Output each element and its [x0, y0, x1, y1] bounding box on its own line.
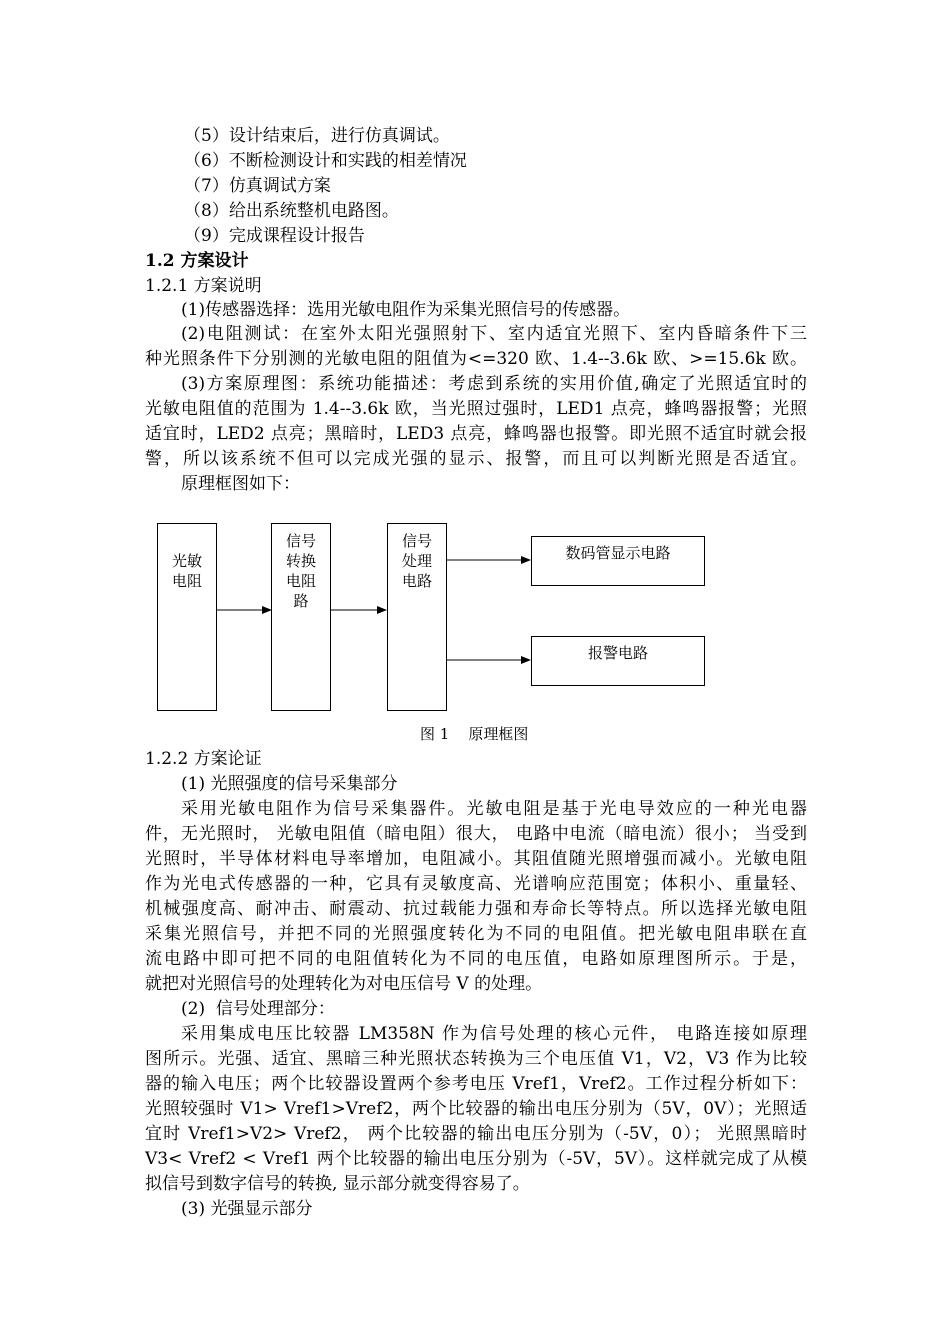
block-photoresistor-label	[157, 551, 217, 591]
step-9: （9）完成课程设计报告	[184, 226, 365, 246]
section-heading-1-2: 1.2 方案设计	[145, 251, 249, 271]
s1-line8: 就把对光照信号的处理转化为对电压信号 V 的处理。	[145, 974, 543, 994]
block2-line3: 电阻	[285, 572, 316, 590]
subsection-3-title: (3) 光强显示部分	[181, 1199, 313, 1219]
block1-line2: 电阻	[171, 572, 202, 590]
block3-line1: 信号	[401, 532, 432, 550]
block-display-circuit-label: 数码管显示电路	[565, 544, 671, 562]
step-7: （7）仿真调试方案	[184, 176, 331, 196]
s1-line1: 采用光敏电阻作为信号采集器件。光敏电阻是基于光电导效应的一种光电器	[181, 799, 807, 819]
s1-line6: 采集光照信号，并把不同的光照强度转化为不同的电阻值。把光敏电阻串联在直	[145, 924, 807, 944]
block2-line4: 路	[293, 592, 309, 610]
para-resistance-l1: (2)电阻测试：在室外太阳光强照射下、室内适宜光照下、室内昏暗条件下三	[181, 324, 807, 344]
s1-line3: 光照时，半导体材料电导率增加，电阻减小。其阻值随光照增强而减小。光敏电阻	[145, 849, 807, 869]
para-resistance-l2: 种光照条件下分别测的光敏电阻的阻值为<=320 欧、1.4--3.6k 欧、>=15.6k 欧。	[145, 349, 807, 369]
s2-line6: V3< Vref2 < Vref1 两个比较器的输出电压分别为（-5V，5V）。这样就完成了从模	[145, 1149, 807, 1169]
s1-line7: 流电路中即可把不同的电阻值转化为不同的电压值，电路如原理图所示。于是，	[145, 949, 807, 969]
block2-line1: 信号	[285, 532, 316, 550]
block3-line3: 电路	[401, 572, 432, 590]
subsection-2-title: (2) 信号处理部分：	[181, 999, 335, 1019]
s2-line4: 光照较强时 V1> Vref1>Vref2，两个比较器的输出电压分别为（5V，0V）；光照适	[145, 1099, 807, 1119]
para-sensor: (1)传感器选择：选用光敏电阻作为采集光照信号的传感器。	[181, 300, 631, 320]
para-scheme-l3: 适宜时，LED2 点亮；黑暗时，LED3 点亮，蜂鸣器也报警。即光照不适宜时就会报	[145, 424, 807, 444]
para-scheme-l2: 光敏电阻值的范围为 1.4--3.6k 欧，当光照过强时，LED1 点亮，蜂鸣器报警；光照	[145, 399, 807, 419]
s2-line2: 图所示。光强、适宜、黑暗三种光照状态转换为三个电压值 V1，V2，V3 作为比较	[145, 1049, 807, 1069]
s2-line5: 宜时 Vref1>V2> Vref2， 两个比较器的输出电压分别为（-5V，0）； 光照黑暗时	[145, 1124, 807, 1144]
block1-line1: 光敏	[171, 552, 202, 570]
s1-line4: 作为光电式传感器的一种，它具有灵敏度高、光谱响应范围宽；体积小、重量轻、	[145, 874, 807, 894]
para-scheme-l4: 警，所以该系统不但可以完成光强的显示、报警，而且可以判断光照是否适宜。	[145, 449, 807, 469]
block2-line2: 转换	[285, 552, 316, 570]
s1-line5: 机械强度高、耐冲击、耐震动、抗过载能力强和寿命长等特点。所以选择光敏电阻	[145, 899, 807, 919]
figure-caption: 图 1 原理框图	[420, 725, 529, 743]
s2-line3: 器的输入电压；两个比较器设置两个参考电压 Vref1，Vref2。工作过程分析如下：	[145, 1074, 807, 1094]
para-diagram-intro: 原理框图如下：	[181, 474, 300, 494]
para-scheme-l1: (3)方案原理图：系统功能描述：考虑到系统的实用价值,确定了光照适宜时的	[181, 374, 807, 394]
subheading-1-2-2: 1.2.2 方案论证	[145, 749, 262, 769]
step-5: （5）设计结束后，进行仿真调试。	[184, 126, 450, 146]
s1-line2: 件，无光照时， 光敏电阻值（暗电阻）很大， 电路中电流（暗电流）很小； 当受到	[145, 824, 807, 844]
subheading-1-2-1: 1.2.1 方案说明	[145, 276, 262, 296]
block-alarm-circuit-label: 报警电路	[587, 644, 648, 662]
block-signal-processing-label	[387, 531, 447, 591]
step-6: （6）不断检测设计和实践的相差情况	[184, 151, 467, 171]
block3-line2: 处理	[401, 552, 432, 570]
step-8: （8）给出系统整机电路图。	[184, 201, 399, 221]
subsection-1-title: (1) 光照强度的信号采集部分	[181, 774, 398, 794]
s2-line1: 采用集成电压比较器 LM358N 作为信号处理的核心元件， 电路连接如原理	[181, 1024, 807, 1044]
s2-line7: 拟信号到数字信号的转换, 显示部分就变得容易了。	[145, 1174, 530, 1194]
block-signal-conversion-label	[271, 531, 331, 611]
